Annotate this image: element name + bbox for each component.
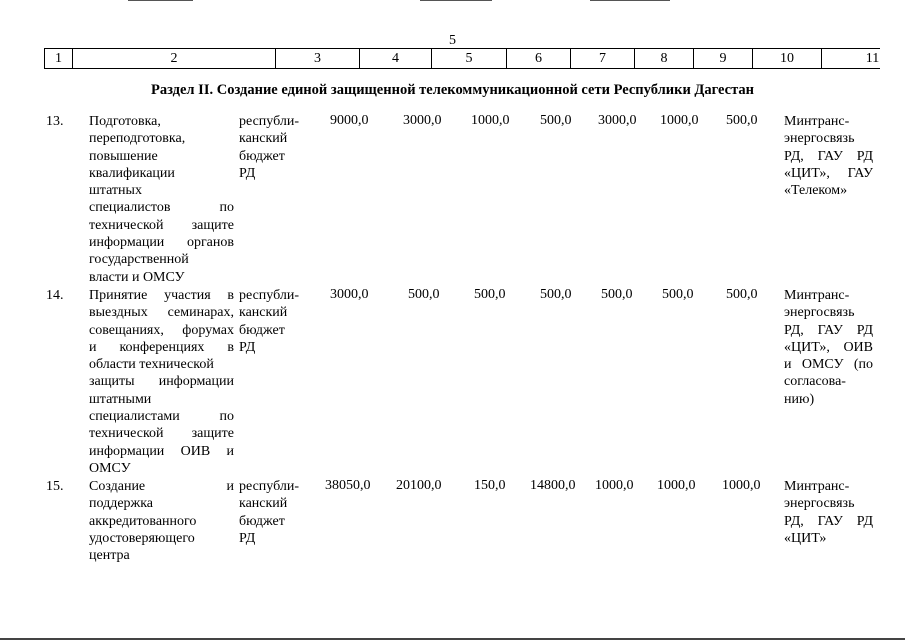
value-year-2: 500,0 <box>474 287 506 302</box>
row-number: 13. <box>46 114 64 129</box>
executor-line: нию) <box>784 391 815 407</box>
column-header-3: 3 <box>275 49 359 68</box>
column-header-1: 1 <box>44 49 72 68</box>
measure-line: квалификации <box>89 165 175 181</box>
source-line: РД <box>239 339 256 355</box>
value-total: 38050,0 <box>325 478 371 493</box>
executor <box>784 478 873 547</box>
measure-line: центра <box>89 548 130 564</box>
funding-source <box>239 287 314 356</box>
row-number: 14. <box>46 288 64 303</box>
value-year-2: 150,0 <box>474 478 506 493</box>
measure-line: технической защите <box>89 426 234 442</box>
value-total: 9000,0 <box>330 113 369 128</box>
column-header-5: 5 <box>431 49 506 68</box>
executor-line: Минтранс- <box>784 479 850 494</box>
measure-line: информации ОИВ и <box>89 443 234 459</box>
column-header-10: 10 <box>752 49 821 68</box>
executor-line: и ОМСУ (по <box>784 357 873 373</box>
source-line: бюджет <box>239 148 285 164</box>
column-header-7: 7 <box>570 49 634 68</box>
source-line: бюджет <box>239 513 285 529</box>
measure-line: специалистами по <box>89 409 234 425</box>
measure-line: защиты информации <box>89 374 234 390</box>
column-number-header <box>44 48 880 69</box>
measure-line: информации органов <box>89 235 234 251</box>
section-title: Раздел II. Создание единой защищенной телекоммуникационной сети Республики Дагестан <box>150 82 754 98</box>
measure-line: выездных семинарах, <box>89 305 234 321</box>
source-line: канский <box>239 131 288 147</box>
measure-line: области технической <box>89 357 214 373</box>
funding-source <box>239 478 314 547</box>
measure-line: Подготовка, <box>89 114 161 129</box>
source-line: республи- <box>239 288 299 303</box>
row-number: 15. <box>46 479 64 494</box>
executor-line: РД, ГАУ РД <box>784 322 873 338</box>
measure-line: специалистов по <box>89 200 234 216</box>
measure-line: ОМСУ <box>89 460 131 476</box>
top-rule-left <box>128 0 193 1</box>
value-year-3: 14800,0 <box>530 478 576 493</box>
source-line: республи- <box>239 479 299 494</box>
column-header-8: 8 <box>634 49 693 68</box>
measure-line: аккредитованного <box>89 513 197 529</box>
value-year-6: 1000,0 <box>722 478 761 493</box>
measure-text <box>89 478 234 564</box>
executor-line: РД, ГАУ РД <box>784 148 873 164</box>
value-total: 3000,0 <box>330 287 369 302</box>
source-line: республи- <box>239 114 299 129</box>
measure-line: переподготовка, <box>89 131 186 147</box>
funding-source <box>239 113 314 182</box>
executor-line: «Телеком» <box>784 183 848 199</box>
value-year-4: 1000,0 <box>595 478 634 493</box>
measure-text <box>89 113 234 286</box>
measure-line: власти и ОМСУ <box>89 269 185 285</box>
column-header-4: 4 <box>359 49 431 68</box>
measure-line: Создание и <box>89 479 234 494</box>
value-year-3: 500,0 <box>540 113 572 128</box>
value-year-4: 500,0 <box>601 287 633 302</box>
measure-line: удостоверяющего <box>89 530 195 546</box>
value-year-4: 3000,0 <box>598 113 637 128</box>
measure-line: поддержка <box>89 496 154 512</box>
value-year-2: 1000,0 <box>471 113 510 128</box>
value-year-6: 500,0 <box>726 113 758 128</box>
measure-line: штатными <box>89 391 152 407</box>
executor-line: согласова- <box>784 374 846 390</box>
value-year-1: 500,0 <box>408 287 440 302</box>
executor-line: «ЦИТ», ГАУ <box>784 165 873 181</box>
source-line: канский <box>239 496 288 512</box>
page-number: 5 <box>449 33 456 48</box>
value-year-1: 20100,0 <box>396 478 442 493</box>
column-header-2: 2 <box>72 49 275 68</box>
source-line: РД <box>239 165 256 181</box>
value-year-5: 500,0 <box>662 287 694 302</box>
executor-line: Минтранс- <box>784 288 850 303</box>
source-line: канский <box>239 305 288 321</box>
measure-line: штатных <box>89 183 142 199</box>
column-header-9: 9 <box>693 49 752 68</box>
value-year-3: 500,0 <box>540 287 572 302</box>
column-header-6: 6 <box>506 49 570 68</box>
executor-line: энергосвязь <box>784 496 855 512</box>
executor <box>784 113 873 199</box>
executor-line: РД, ГАУ РД <box>784 513 873 529</box>
executor-line: «ЦИТ» <box>784 530 827 546</box>
measure-line: государственной <box>89 252 189 268</box>
measure-text <box>89 287 234 477</box>
source-line: бюджет <box>239 322 285 338</box>
executor-line: «ЦИТ», ОИВ <box>784 339 873 355</box>
value-year-6: 500,0 <box>726 287 758 302</box>
top-rule-center <box>420 0 492 1</box>
measure-line: повышение <box>89 148 158 164</box>
measure-line: совещаниях, форумах <box>89 322 234 338</box>
value-year-5: 1000,0 <box>660 113 699 128</box>
executor <box>784 287 873 408</box>
executor-line: энергосвязь <box>784 131 855 147</box>
executor-line: Минтранс- <box>784 114 850 129</box>
measure-line: и конференциях в <box>89 339 234 355</box>
value-year-1: 3000,0 <box>403 113 442 128</box>
measure-line: Принятие участия в <box>89 288 234 303</box>
top-rule-right <box>590 0 670 1</box>
value-year-5: 1000,0 <box>657 478 696 493</box>
executor-line: энергосвязь <box>784 305 855 321</box>
source-line: РД <box>239 530 256 546</box>
measure-line: технической защите <box>89 217 234 233</box>
column-header-11: 11 <box>821 49 905 68</box>
